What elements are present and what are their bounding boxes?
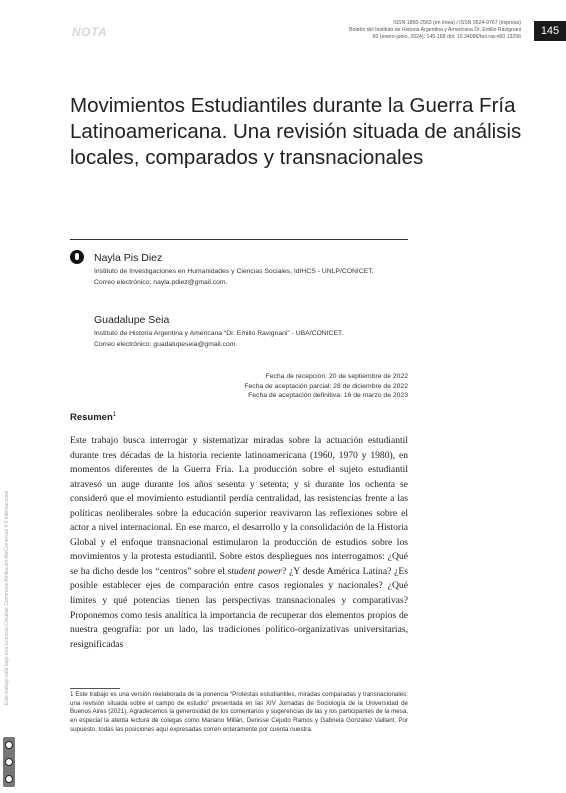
title-divider <box>70 239 408 240</box>
author-affiliation <box>94 267 374 288</box>
journal-info <box>349 20 521 42</box>
author-email: Correo electrónico: guadalupeseia@gmail.com. <box>94 340 238 348</box>
author-name: Nayla Pis Diez <box>94 252 163 264</box>
orcid-icon[interactable] <box>70 250 84 264</box>
dates-block <box>244 372 408 401</box>
abstract-body <box>70 434 408 652</box>
abstract-text-2: ? ¿Y desde América Latina? ¿Es posible establecer ejes de comparación entre casos regionales y nacionales? ¿Qué límites y qué potencias tienen las perspectivas transnacionales y comparativas? Proponemos como tesis analítica la importancia de recuperar dos elementos propios de nuestra geografía: por un lado, las tradiciones político-organizativas universitarias, resignificadas <box>70 565 408 650</box>
issn: ISSN 1850-2563 (en línea) / ISSN 0524-9767 (impresa) <box>393 20 521 26</box>
volume-info: 60 (enero-junio, 2024): 145-168 doi: 10.34096/bol.rav.n60.13256 <box>372 34 521 41</box>
date-final-acceptance: Fecha de aceptación definitiva: 16 de marzo de 2023 <box>248 392 408 399</box>
affiliation-text: Instituto de Historia Argentina y Americana “Dr. Emilio Ravignani” - UBA/CONICET. <box>94 330 344 337</box>
article-title: Movimientos Estudiantiles durante la Guerra Fría Latinoamericana. Una revisión situada de análisis locales, comparados y transnacionales <box>70 94 522 169</box>
date-partial-acceptance: Fecha de aceptación parcial: 28 de diciembre de 2022 <box>244 382 408 390</box>
author-name: Guadalupe Seia <box>94 314 170 326</box>
affiliation-text: Instituto de Investigaciones en Humanidades y Ciencias Sociales, IdIHCS - UNLP/CONICET. <box>94 268 374 275</box>
date-received: Fecha de recepción: 20 de septiembre de 2022 <box>265 373 408 380</box>
abstract-text-1: Este trabajo busca interrogar y sistematizar miradas sobre la actuación estudiantil durante tres décadas de la historia reciente latinoamericana (1960, 1970 y 1980), en momentos diferentes de la Guerra Fría. La producción sobre el sujeto estudiantil atravesó un auge durante los años sesenta y setenta; y si durante los ochenta se consideró que el movimiento estudiantil perdía centralidad, las resistencias frente a las políticas neoliberales sobre la educación superior reavivaron las reflexiones sobre el actor a nivel internacional. En ese marco, el desarrollo y la consolidación de la Historia Global y el enfoque transnacional estimularon la producción de estudios sobre los movimientos y la protesta estudiantil. Sobre estos despliegues nos interrogamos: ¿Qué se ha dicho desde los “centros” sobre el <box>70 435 408 577</box>
author-email: Correo electrónico: nayla.pdiez@gmail.com. <box>94 278 228 286</box>
footnote-mark: 1 <box>112 412 117 418</box>
journal-name: Boletín del Instituto de Historia Argentina y Americana Dr. Emilio Ravignani <box>349 27 521 34</box>
abstract-heading-text: Resumen <box>70 412 113 424</box>
footnote-divider <box>70 688 120 689</box>
footnote: 1 Este trabajo es una versión reelaborada de la ponencia “Protestas estudiantiles, miradas comparadas y transnacionales: una revisión situada sobre el campo de estudio” presentada en las XIV Jornadas de Sociología de la Universidad de Buenos Aires (2021). Agradecemos la generosidad de los comentarios y sugerencias de las y los participantes de la mesa, en especial la atenta lectura de colegas como Mariano Millán, Denisse Cejudo Ramos y Gabriela González Vaillant. Por supuesto, todas las posiciones aquí expresadas corren enteramente por cuenta nuestra. <box>70 691 408 733</box>
abstract-heading <box>70 412 116 423</box>
page-number: 145 <box>534 21 566 41</box>
abstract-italic: student power <box>227 565 283 577</box>
creative-commons-icon[interactable] <box>3 737 15 787</box>
license-text: Este trabajo está bajo una Licencia Creative Commons Atribución-NoComercial 4.0 Internacional <box>4 490 10 705</box>
section-label: NOTA <box>72 25 108 39</box>
author-affiliation <box>94 329 343 350</box>
